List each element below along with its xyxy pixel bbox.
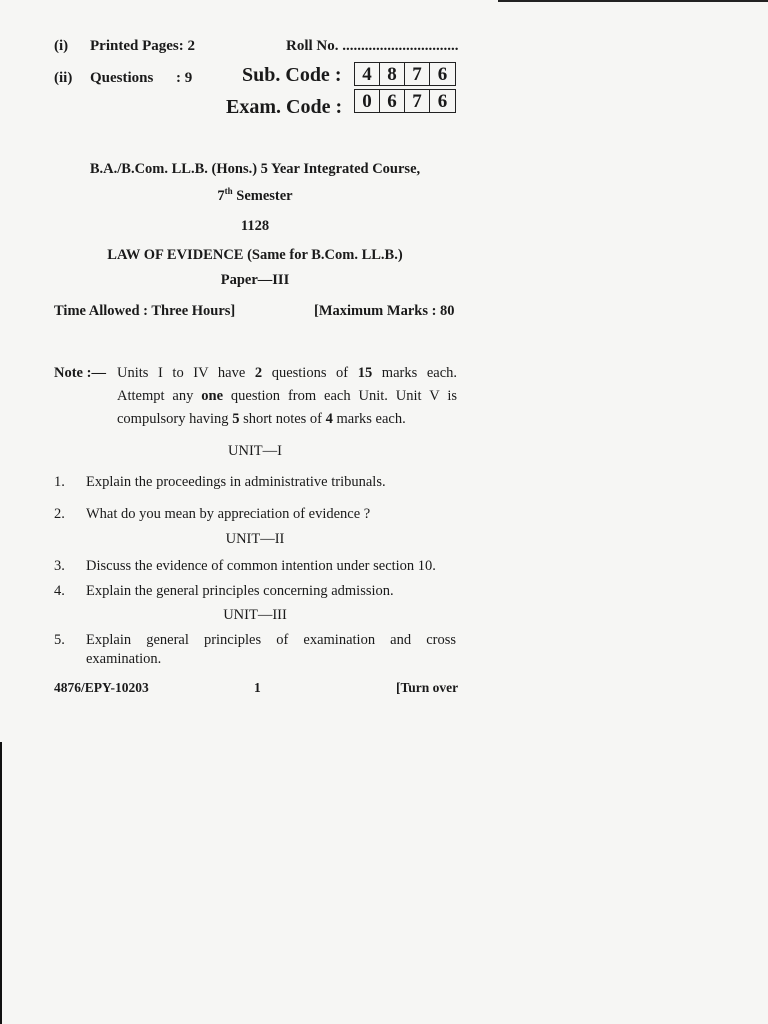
- exam-code-digit: 0: [355, 90, 380, 112]
- sub-code-digit: 4: [355, 63, 380, 85]
- exam-code-label: Exam. Code :: [226, 96, 343, 118]
- printed-pages: Printed Pages: 2: [90, 38, 195, 54]
- unit-1-heading: UNIT—I: [228, 443, 282, 459]
- course-title: B.A./B.Com. LL.B. (Hons.) 5 Year Integrated Course,: [89, 161, 421, 177]
- document-code: 4876/EPY-10203: [54, 680, 149, 695]
- note-bold-number: 15: [357, 365, 373, 381]
- maximum-marks: [Maximum Marks : 80: [314, 303, 455, 319]
- note-bold-number: 5: [232, 411, 240, 427]
- exam-code-digit: 6: [380, 90, 405, 112]
- note-text-part: Units I to IV have: [117, 365, 255, 381]
- question-text: What do you mean by appreciation of evidence ?: [86, 506, 371, 522]
- scan-edge-top: [498, 0, 768, 2]
- question-text-line-1: Explain general principles of examination and cross: [86, 632, 456, 648]
- note-text-part: question from each Unit. Unit V is: [223, 388, 457, 404]
- roll-number-field: Roll No. ...............................: [286, 38, 459, 54]
- question-number: 2.: [54, 506, 65, 522]
- note-text-part: compulsory having: [117, 411, 233, 427]
- question-number: 3.: [54, 558, 65, 574]
- note-bold-number: 2: [254, 365, 263, 381]
- page-number: 1: [254, 680, 261, 695]
- exam-code-digit: 7: [405, 90, 430, 112]
- sub-code-digit: 8: [380, 63, 405, 85]
- time-allowed: Time Allowed : Three Hours]: [54, 303, 236, 319]
- note-label: Note :—: [54, 365, 106, 381]
- note-bold-number: 4: [325, 411, 333, 427]
- semester: [54, 186, 456, 205]
- note-bold-word: one: [201, 388, 224, 404]
- question-text: Explain the general principles concerning admission.: [86, 583, 394, 599]
- note-line-2: [117, 385, 457, 408]
- question-text: Explain the proceedings in administrative tribunals.: [86, 474, 386, 490]
- question-text-line-2: examination.: [86, 651, 162, 667]
- note-text-part: marks each.: [372, 365, 457, 381]
- unit-3-heading: UNIT—III: [223, 607, 287, 623]
- questions-label: Questions: [90, 70, 154, 86]
- note-line-1: [117, 362, 457, 385]
- sub-code-digit: 7: [405, 63, 430, 85]
- exam-code-digit: 6: [437, 91, 448, 112]
- unit-2-heading: UNIT—II: [225, 531, 285, 547]
- exam-code-boxes: [354, 89, 456, 113]
- note-text-part: Attempt any: [117, 388, 202, 404]
- subject-title: LAW OF EVIDENCE (Same for B.Com. LL.B.): [107, 247, 403, 263]
- questions-count: : 9: [176, 70, 193, 86]
- note-text-part: short notes of: [239, 411, 326, 427]
- sub-code-boxes: [354, 62, 456, 86]
- semester-ordinal: th: [224, 186, 233, 196]
- question-number: 4.: [54, 583, 65, 599]
- note-text-part: questions of: [262, 365, 358, 381]
- item-2-number: (ii): [54, 70, 73, 86]
- question-number: 1.: [54, 474, 65, 490]
- semester-word: Semester: [232, 187, 293, 204]
- question-text: [86, 632, 456, 668]
- sub-code-label: Sub. Code :: [242, 64, 342, 86]
- paper-code: 1128: [240, 218, 270, 234]
- paper-number: Paper—III: [220, 272, 290, 288]
- note-line-3: [117, 408, 457, 431]
- note-text-part: marks each.: [332, 411, 406, 427]
- question-number: 5.: [54, 632, 65, 648]
- sub-code-digit: 6: [437, 64, 448, 85]
- note-text: [117, 362, 457, 431]
- question-text: Discuss the evidence of common intention under section 10.: [86, 558, 436, 574]
- scan-edge-left: [0, 742, 2, 1024]
- semester-number: 7: [217, 187, 225, 204]
- item-1-number: (i): [54, 38, 69, 54]
- turn-over: [Turn over: [396, 680, 459, 695]
